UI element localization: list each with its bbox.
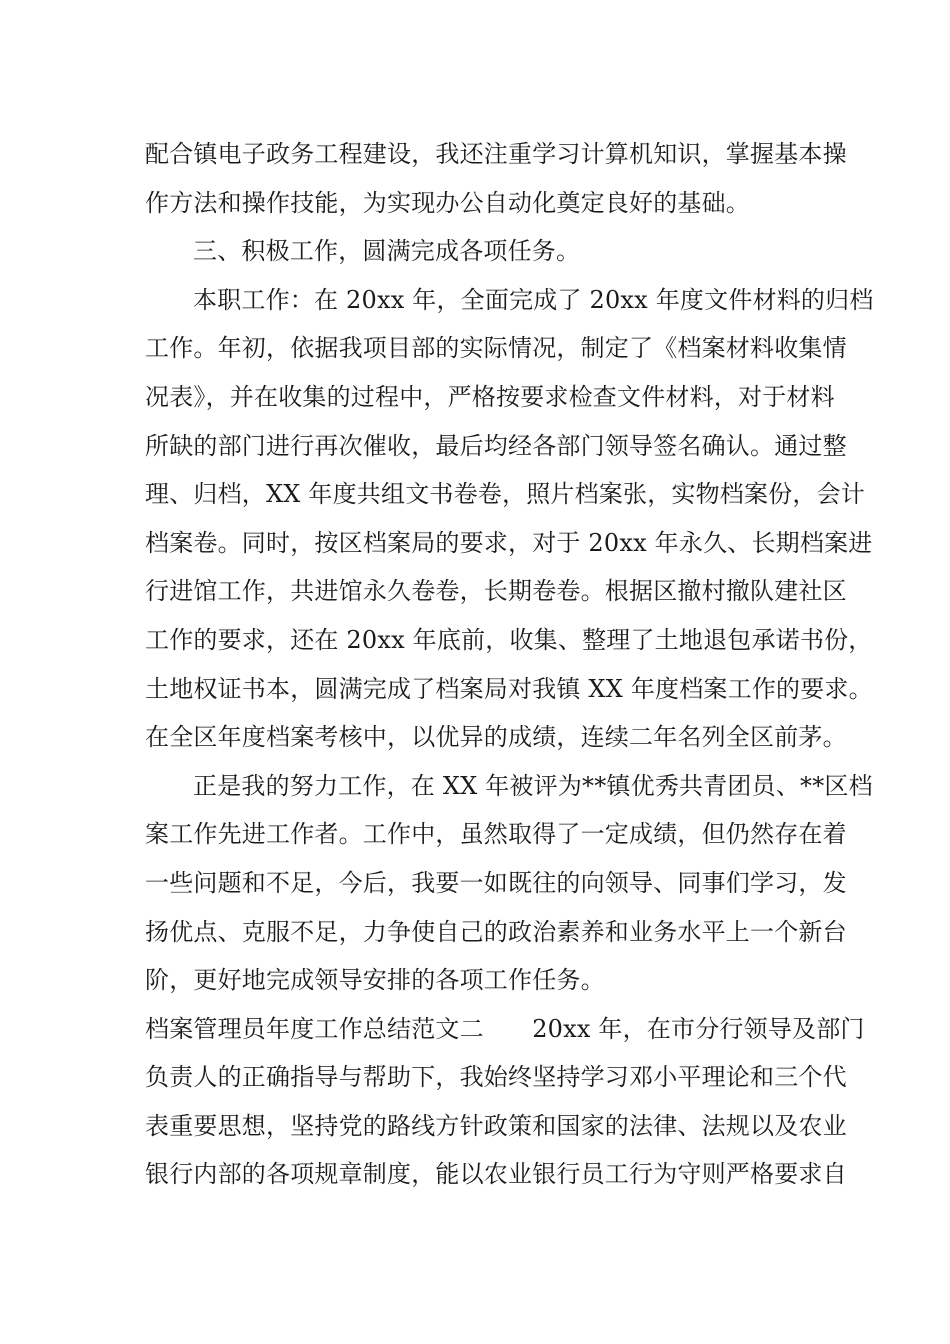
text-line: 所缺的部门进行再次催收，最后均经各部门领导签名确认。通过整 (145, 431, 847, 460)
text-line: 理、归档，XX 年度共组文书卷卷，照片档案张，实物档案份，会计 (145, 480, 865, 509)
text-line: 土地权证书本，圆满完成了档案局对我镇 XX 年度档案工作的要求。 (145, 674, 873, 703)
text-line: 银行内部的各项规章制度，能以农业银行员工行为守则严格要求自 (145, 1160, 847, 1189)
text-line: 一些问题和不足，今后，我要一如既往的向领导、同事们学习，发 (145, 868, 847, 897)
text-line: 配合镇电子政务工程建设，我还注重学习计算机知识，掌握基本操 (145, 140, 847, 168)
text-line: 作方法和操作技能，为实现办公自动化奠定良好的基础。 (145, 188, 750, 217)
text-line: 本职工作：在 20xx 年，全面完成了 20xx 年度文件材料的归档 (193, 285, 874, 314)
text-line: 正是我的努力工作，在 XX 年被评为**镇优秀共青团员、**区档 (193, 771, 873, 800)
text-line: 档案管理员年度工作总结范文二 20xx 年，在市分行领导及部门 (145, 1014, 865, 1043)
text-line: 工作。年初，依据我项目部的实际情况，制定了《档案材料收集情 (145, 334, 847, 363)
text-line: 在全区年度档案考核中，以优异的成绩，连续二年名列全区前茅。 (145, 723, 847, 752)
text-line: 案工作先进工作者。工作中，虽然取得了一定成绩，但仍然存在着 (145, 820, 847, 849)
text-line: 档案卷。同时，按区档案局的要求，对于 20xx 年永久、长期档案进 (145, 528, 873, 557)
text-line: 况表》，并在收集的过程中，严格按要求检查文件材料，对于材料 (145, 382, 835, 411)
text-line: 行进馆工作，共进馆永久卷卷，长期卷卷。根据区撤村撤队建社区 (145, 577, 847, 606)
text-line: 阶，更好地完成领导安排的各项工作任务。 (145, 966, 605, 995)
text-line: 表重要思想，坚持党的路线方针政策和国家的法律、法规以及农业 (145, 1111, 847, 1140)
text-line: 负责人的正确指导与帮助下，我始终坚持学习邓小平理论和三个代 (145, 1063, 847, 1092)
document-body (145, 130, 874, 1199)
text-line: 工作的要求，还在 20xx 年底前，收集、整理了土地退包承诺书份， (145, 625, 873, 654)
text-line: 扬优点、克服不足，力争使自己的政治素养和业务水平上一个新台 (145, 917, 847, 946)
section-heading: 三、积极工作，圆满完成各项任务。 (193, 237, 581, 266)
